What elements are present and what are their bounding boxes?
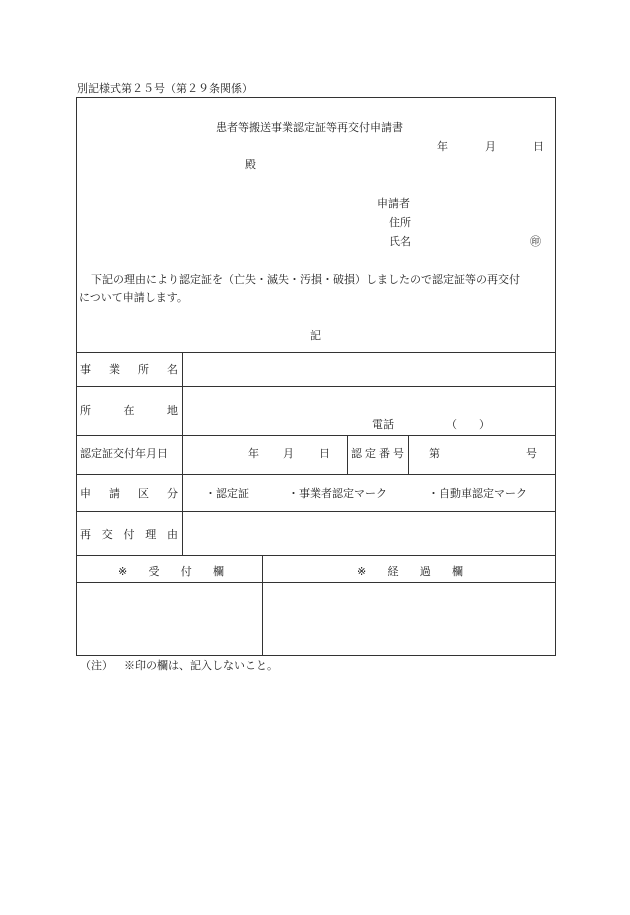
label-char: 業 bbox=[109, 363, 120, 376]
header-char: ※ bbox=[357, 565, 367, 578]
phone-label: 電話 bbox=[372, 418, 394, 431]
label-char: 交 bbox=[101, 528, 113, 541]
cert-number-suffix: 号 bbox=[526, 447, 537, 460]
cert-number-divider-left bbox=[347, 435, 348, 474]
label-char: 由 bbox=[167, 528, 178, 541]
cert-number-divider-right bbox=[408, 435, 409, 474]
ki-heading: 記 bbox=[310, 329, 321, 342]
header-char: 欄 bbox=[451, 565, 463, 578]
label-char: 所 bbox=[80, 404, 91, 417]
phone-area-parens: （ ） bbox=[446, 418, 490, 431]
label-char: 再 bbox=[80, 528, 91, 541]
table-rule bbox=[76, 474, 556, 475]
label-char: 号 bbox=[393, 447, 404, 460]
seal-mark: ㊞ bbox=[530, 235, 541, 248]
label-char: 在 bbox=[123, 404, 135, 417]
label-char: 名 bbox=[167, 363, 178, 376]
table-rule bbox=[76, 352, 556, 353]
label-char: 番 bbox=[379, 447, 390, 460]
label-column-divider bbox=[182, 352, 183, 555]
date-month: 月 bbox=[485, 140, 496, 153]
progress-header bbox=[357, 565, 463, 578]
reception-progress-divider bbox=[262, 555, 263, 656]
body-text-line-2: について申請します。 bbox=[79, 291, 188, 304]
form-reference: 別記様式第２５号（第２９条関係） bbox=[77, 82, 253, 95]
header-char: 欄 bbox=[212, 565, 224, 578]
category-option-certificate: ・認定証 bbox=[205, 487, 249, 500]
cert-number-prefix: 第 bbox=[429, 447, 440, 460]
label-char: 定 bbox=[365, 447, 376, 460]
reason-label bbox=[80, 528, 178, 541]
issue-day: 日 bbox=[319, 447, 330, 460]
header-char: 経 bbox=[387, 565, 399, 578]
category-option-business-mark: ・事業者認定マーク bbox=[288, 487, 387, 500]
label-char: 事 bbox=[80, 363, 91, 376]
header-char: 受 bbox=[148, 565, 160, 578]
label-char: 申 bbox=[80, 487, 91, 500]
label-char: 区 bbox=[138, 487, 149, 500]
header-char: 過 bbox=[419, 565, 431, 578]
label-char: 認 bbox=[351, 447, 362, 460]
form-title: 患者等搬送事業認定証等再交付申請書 bbox=[216, 121, 403, 134]
category-option-vehicle-mark: ・自動車認定マーク bbox=[428, 487, 527, 500]
addressee-suffix: 殿 bbox=[245, 158, 256, 171]
table-rule bbox=[76, 435, 556, 436]
applicant-name-label: 氏名 bbox=[389, 235, 411, 248]
issue-date-label: 認定証交付年月日 bbox=[80, 447, 168, 460]
header-char: 付 bbox=[180, 565, 192, 578]
label-char: 請 bbox=[109, 487, 120, 500]
applicant-label: 申請者 bbox=[377, 197, 410, 210]
date-day: 日 bbox=[533, 140, 544, 153]
label-char: 理 bbox=[145, 528, 157, 541]
table-rule bbox=[76, 555, 556, 556]
date-year: 年 bbox=[437, 140, 448, 153]
note-text: ※印の欄は、記入しないこと。 bbox=[124, 659, 278, 672]
issue-month: 月 bbox=[283, 447, 294, 460]
label-char: 付 bbox=[123, 528, 135, 541]
cert-number-label bbox=[351, 447, 404, 460]
label-char: 所 bbox=[138, 363, 149, 376]
reception-header bbox=[118, 565, 224, 578]
table-rule bbox=[76, 511, 556, 512]
office-name-label bbox=[80, 363, 178, 376]
category-label bbox=[80, 487, 178, 500]
header-char: ※ bbox=[118, 565, 128, 578]
table-rule bbox=[76, 582, 556, 583]
note-label: （注） bbox=[80, 659, 113, 672]
applicant-address-label: 住所 bbox=[389, 216, 411, 229]
label-char: 分 bbox=[167, 487, 178, 500]
issue-year: 年 bbox=[248, 447, 259, 460]
table-rule bbox=[76, 386, 556, 387]
location-label bbox=[80, 404, 178, 417]
label-char: 地 bbox=[167, 404, 178, 417]
body-text-line-1: 下記の理由により認定証を（亡失・滅失・汚損・破損）しましたので認定証等の再交付 bbox=[91, 273, 520, 286]
